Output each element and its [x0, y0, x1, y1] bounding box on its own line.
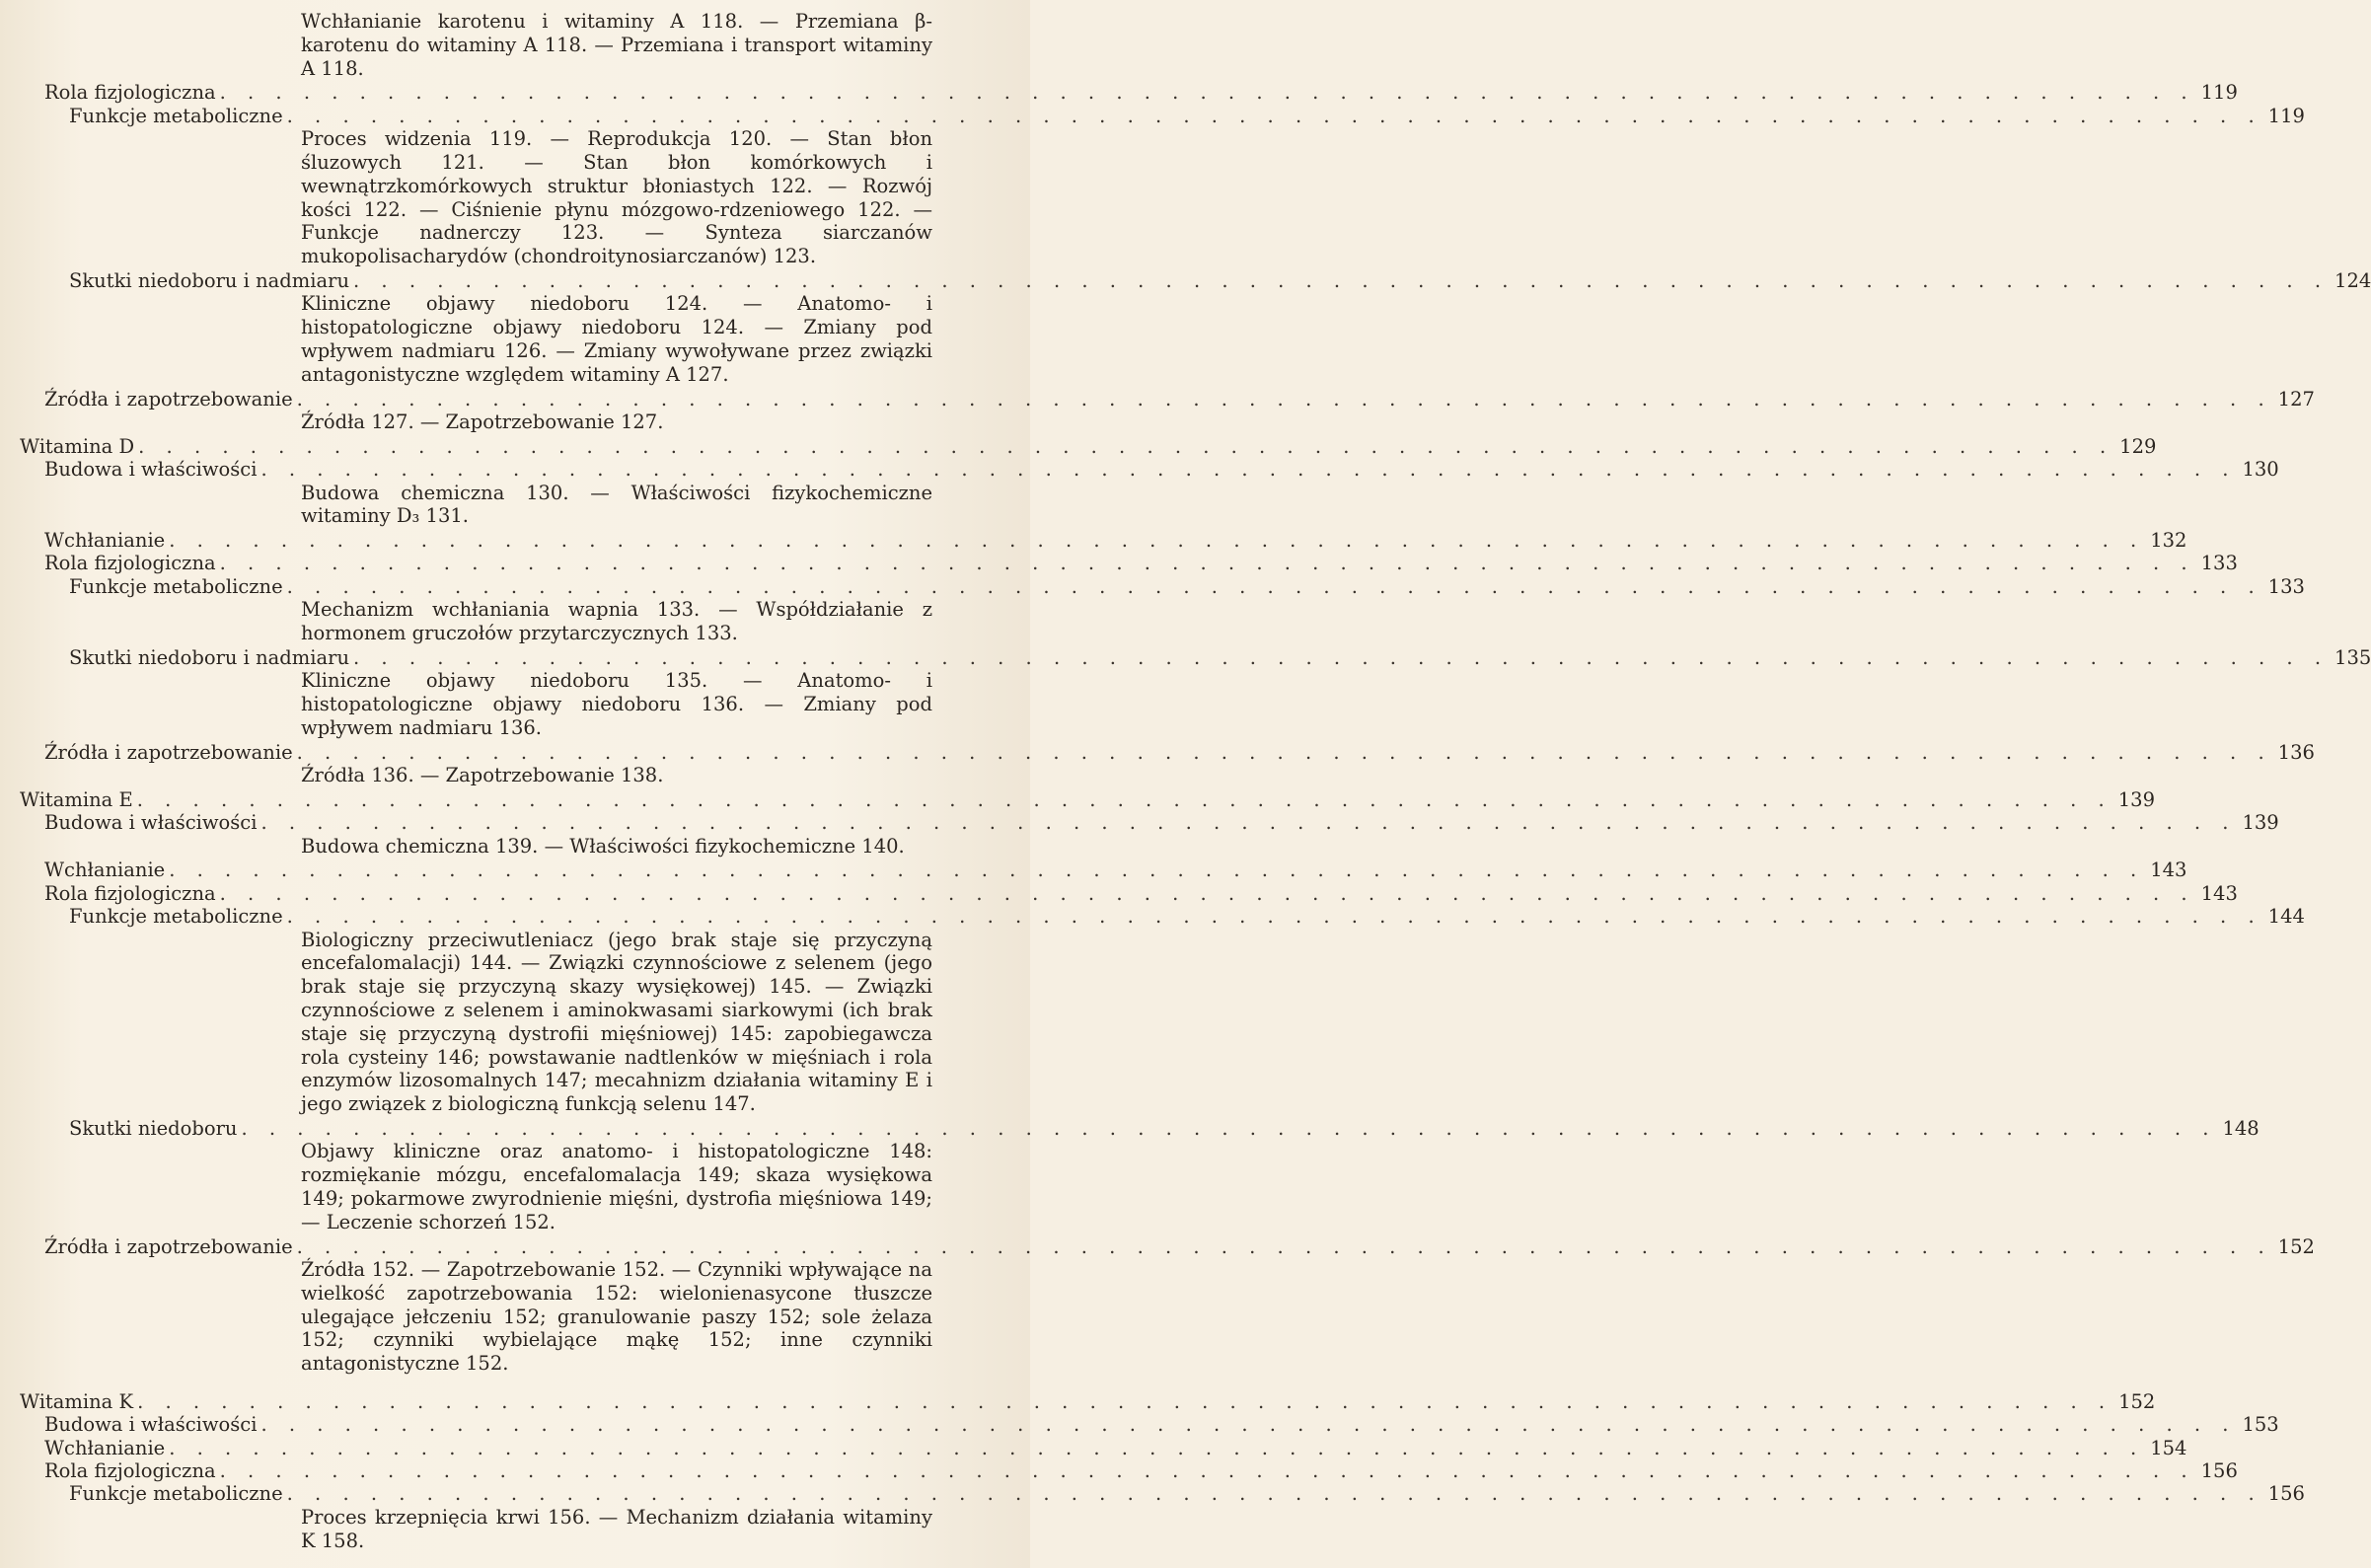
dot-leader: . . . . . . . . . . . . . . . . . . . . . . . . . . . . . . . . . . . . . . . . . . . . . . . . . . . . . . . . . . . . . . . . . . . . . . .: [241, 1116, 2217, 1140]
toc-page-number: 136: [2277, 740, 2315, 764]
dot-leader: . . . . . . . . . . . . . . . . . . . . . . . . . . . . . . . . . . . . . . . . . . . . . . . . . . . . . . . . . . . . . . . . . . . . . . .: [260, 811, 2237, 835]
dot-leader: . . . . . . . . . . . . . . . . . . . . . . . . . . . . . . . . . . . . . . . . . . . . . . . . . . . . . . . . . . . . . . . . . . . . . . .: [219, 81, 2195, 105]
toc-subtopics: Biologiczny przeciwutleniacz (jego brak staje się przyczyną encefalomalacji) 144. — Związki czynnościowe z selenem (jego brak staje się przyczyną skazy wysiękowej) 145. — Związki czynnościowe z selenem i aminokwasami siarkowymi (ich brak staje się przyczyną dystrofii mięśniowej) 145: zapobiegawcza rola cysteiny 146; powstawanie nadtlenków w mięśniach i rola enzymów lizosomalnych 147; mecahnizm działania witaminy E i jego związek z biologiczną funkcją selenu 147.: [301, 928, 932, 1116]
dot-leader: . . . . . . . . . . . . . . . . . . . . . . . . . . . . . . . . . . . . . . . . . . . . . . . . . . . . . . . . . . . . . . . . . . . . . . .: [286, 905, 2262, 929]
toc-entry-title: Witamina D: [20, 434, 135, 458]
toc-subtopics: Źródła 127. — Zapotrzebowanie 127.: [301, 410, 664, 433]
dot-leader: . . . . . . . . . . . . . . . . . . . . . . . . . . . . . . . . . . . . . . . . . . . . . . . . . . . . . . . . . . . . . . . . . . . . . . .: [219, 881, 2195, 905]
toc-page-number: 152: [2118, 1389, 2156, 1413]
toc-page-number: 143: [2200, 881, 2238, 905]
toc-page-number: 154: [2150, 1436, 2187, 1459]
toc-entry-title: Funkcje metaboliczne: [69, 905, 283, 929]
toc-entry-title: Wchłanianie: [44, 529, 166, 553]
toc-page-number: 130: [2242, 458, 2279, 482]
toc-entry-title: Witamina K: [20, 1389, 134, 1413]
dot-leader: . . . . . . . . . . . . . . . . . . . . . . . . . . . . . . . . . . . . . . . . . . . . . . . . . . . . . . . . . . . . . . . . . . . . . . .: [137, 1389, 2113, 1413]
toc-entry-title: Rola fizjologiczna: [44, 81, 216, 105]
toc-subtopics: Budowa chemiczna 130. — Właściwości fizykochemiczne witaminy D₃ 131.: [301, 481, 932, 528]
toc-entry-title: Budowa i właściwości: [44, 1413, 258, 1437]
toc-entry-title: Rola fizjologiczna: [44, 881, 216, 905]
toc-entry[interactable]: [0, 1234, 2315, 1258]
toc-page-number: 152: [2277, 1234, 2315, 1258]
toc-entry-title: Budowa i właściwości: [44, 458, 258, 482]
toc-entry-title: Funkcje metaboliczne: [69, 1482, 283, 1506]
dot-leader: . . . . . . . . . . . . . . . . . . . . . . . . . . . . . . . . . . . . . . . . . . . . . . . . . . . . . . . . . . . . . . . . . . . . . . .: [138, 434, 2114, 458]
toc-entry[interactable]: [0, 529, 2187, 553]
toc-entry[interactable]: [0, 1436, 2187, 1459]
dot-leader: . . . . . . . . . . . . . . . . . . . . . . . . . . . . . . . . . . . . . . . . . . . . . . . . . . . . . . . . . . . . . . . . . . . . . . .: [169, 1436, 2145, 1459]
toc-page-number: 144: [2267, 905, 2305, 929]
dot-leader: . . . . . . . . . . . . . . . . . . . . . . . . . . . . . . . . . . . . . . . . . . . . . . . . . . . . . . . . . . . . . . . . . . . . . . .: [296, 740, 2272, 764]
toc-page-number: 132: [2150, 529, 2187, 553]
dot-leader: . . . . . . . . . . . . . . . . . . . . . . . . . . . . . . . . . . . . . . . . . . . . . . . . . . . . . . . . . . . . . . . . . . . . . . .: [260, 1413, 2237, 1437]
toc-entry-title: Skutki niedoboru: [69, 1116, 238, 1140]
toc-entry[interactable]: [0, 1413, 2279, 1437]
table-of-contents: [0, 10, 2371, 1553]
dot-leader: . . . . . . . . . . . . . . . . . . . . . . . . . . . . . . . . . . . . . . . . . . . . . . . . . . . . . . . . . . . . . . . . . . . . . . .: [286, 574, 2262, 598]
toc-subtopics: Kliniczne objawy niedoboru 124. — Anatomo- i histopatologiczne objawy niedoboru 124. — Zmiany pod wpływem nadmiaru 126. — Zmiany wywoływane przez związki antagonistyczne względem witaminy A 127.: [301, 292, 932, 386]
toc-page-number: 139: [2242, 811, 2279, 835]
dot-leader: . . . . . . . . . . . . . . . . . . . . . . . . . . . . . . . . . . . . . . . . . . . . . . . . . . . . . . . . . . . . . . . . . . . . . . .: [219, 1459, 2195, 1483]
toc-entry[interactable]: [0, 1116, 2260, 1140]
toc-page-number: 143: [2150, 859, 2187, 882]
toc-entry[interactable]: [0, 881, 2238, 905]
toc-page-number: 153: [2242, 1413, 2279, 1437]
toc-entry-title: Wchłanianie: [44, 1436, 166, 1459]
toc-entry[interactable]: [0, 859, 2187, 882]
dot-leader: . . . . . . . . . . . . . . . . . . . . . . . . . . . . . . . . . . . . . . . . . . . . . . . . . . . . . . . . . . . . . . . . . . . . . . .: [296, 1234, 2272, 1258]
toc-subtopics: Proces widzenia 119. — Reprodukcja 120. — Stan błon śluzowych 121. — Stan błon komórkowych i wewnątrzkomórkowych struktur błoniastych 122. — Rozwój kości 122. — Ciśnienie płynu mózgowo-rdzeniowego 122. — Funkcje nadnerczy 123. — Synteza siarczanów mukopolisacharydów (chondroitynosiarczanów) 123.: [301, 127, 932, 268]
toc-entry[interactable]: [0, 787, 2155, 811]
dot-leader: . . . . . . . . . . . . . . . . . . . . . . . . . . . . . . . . . . . . . . . . . . . . . . . . . . . . . . . . . . . . . . . . . . . . . . .: [353, 268, 2330, 292]
toc-entry-title: Skutki niedoboru i nadmiaru: [69, 268, 350, 292]
toc-entry[interactable]: [0, 1459, 2238, 1483]
toc-page-number: 129: [2119, 434, 2157, 458]
toc-page-number: 133: [2200, 552, 2238, 575]
toc-subtopics: Wchłanianie karotenu i witaminy A 118. — Przemiana β-karotenu do witaminy A 118. — Przemiana i transport witaminy A 118.: [301, 10, 932, 80]
toc-page-number: 148: [2222, 1116, 2260, 1140]
toc-entry[interactable]: [0, 552, 2238, 575]
dot-leader: . . . . . . . . . . . . . . . . . . . . . . . . . . . . . . . . . . . . . . . . . . . . . . . . . . . . . . . . . . . . . . . . . . . . . . .: [169, 859, 2145, 882]
toc-entry[interactable]: [0, 387, 2315, 411]
toc-subtopics: Mechanizm wchłaniania wapnia 133. — Współdziałanie z hormonem gruczołów przytarczycznych 133.: [301, 598, 932, 645]
toc-page-number: 124: [2334, 268, 2371, 292]
dot-leader: . . . . . . . . . . . . . . . . . . . . . . . . . . . . . . . . . . . . . . . . . . . . . . . . . . . . . . . . . . . . . . . . . . . . . . .: [296, 387, 2272, 411]
toc-subtopics: Źródła 136. — Zapotrzebowanie 138.: [301, 764, 664, 787]
toc-page-number: 119: [2267, 104, 2305, 127]
toc-entry[interactable]: [0, 574, 2305, 598]
toc-page-number: 156: [2267, 1482, 2305, 1506]
toc-subtopics: Objawy kliniczne oraz anatomo- i histopatologiczne 148: rozmiękanie mózgu, encefalomalacja 149; skaza wysiękowa 149; pokarmowe zwyrodnienie mięśni, dystrofia mięśniowa 149; — Leczenie schorzeń 152.: [301, 1140, 932, 1233]
toc-page-number: 127: [2277, 387, 2315, 411]
toc-entry[interactable]: [0, 645, 2371, 669]
toc-page-number: 139: [2117, 787, 2155, 811]
toc-subtopics: Budowa chemiczna 139. — Właściwości fizykochemiczne 140.: [301, 834, 905, 858]
toc-page-number: 135: [2334, 645, 2371, 669]
dot-leader: . . . . . . . . . . . . . . . . . . . . . . . . . . . . . . . . . . . . . . . . . . . . . . . . . . . . . . . . . . . . . . . . . . . . . . .: [260, 458, 2237, 482]
toc-subtopics: Kliniczne objawy niedoboru 135. — Anatomo- i histopatologiczne objawy niedoboru 136. — Zmiany pod wpływem nadmiaru 136.: [301, 669, 932, 739]
dot-leader: . . . . . . . . . . . . . . . . . . . . . . . . . . . . . . . . . . . . . . . . . . . . . . . . . . . . . . . . . . . . . . . . . . . . . . .: [169, 529, 2145, 553]
toc-entry-title: Źródła i zapotrzebowanie: [44, 1234, 293, 1258]
section-gap: [0, 1377, 1030, 1390]
toc-entry-title: Funkcje metaboliczne: [69, 104, 283, 127]
toc-page-number: 133: [2267, 574, 2305, 598]
toc-entry[interactable]: [0, 740, 2315, 764]
toc-entry[interactable]: [0, 81, 2238, 105]
toc-entry-title: Skutki niedoboru i nadmiaru: [69, 645, 350, 669]
toc-page-number: 119: [2200, 81, 2238, 105]
toc-subtopics: Proces krzepnięcia krwi 156. — Mechanizm działania witaminy K 158.: [301, 1505, 932, 1552]
toc-entry[interactable]: [0, 458, 2279, 482]
toc-entry-title: Funkcje metaboliczne: [69, 574, 283, 598]
toc-entry[interactable]: [0, 268, 2371, 292]
toc-entry[interactable]: [0, 434, 2157, 458]
toc-entry[interactable]: [0, 811, 2279, 835]
toc-entry-title: Budowa i właściwości: [44, 811, 258, 835]
toc-entry[interactable]: [0, 905, 2305, 929]
dot-leader: . . . . . . . . . . . . . . . . . . . . . . . . . . . . . . . . . . . . . . . . . . . . . . . . . . . . . . . . . . . . . . . . . . . . . . .: [219, 552, 2195, 575]
toc-entry-title: Źródła i zapotrzebowanie: [44, 740, 293, 764]
toc-entry-title: Źródła i zapotrzebowanie: [44, 387, 293, 411]
dot-leader: . . . . . . . . . . . . . . . . . . . . . . . . . . . . . . . . . . . . . . . . . . . . . . . . . . . . . . . . . . . . . . . . . . . . . . .: [136, 787, 2112, 811]
toc-page-number: 156: [2200, 1459, 2238, 1483]
dot-leader: . . . . . . . . . . . . . . . . . . . . . . . . . . . . . . . . . . . . . . . . . . . . . . . . . . . . . . . . . . . . . . . . . . . . . . .: [353, 645, 2330, 669]
toc-entry[interactable]: [0, 1482, 2305, 1506]
toc-entry-title: Wchłanianie: [44, 859, 166, 882]
toc-entry-title: Witamina E: [20, 787, 133, 811]
toc-entry[interactable]: [0, 1389, 2156, 1413]
dot-leader: . . . . . . . . . . . . . . . . . . . . . . . . . . . . . . . . . . . . . . . . . . . . . . . . . . . . . . . . . . . . . . . . . . . . . . .: [286, 104, 2262, 127]
toc-entry[interactable]: [0, 104, 2305, 127]
toc-entry-title: Rola fizjologiczna: [44, 552, 216, 575]
dot-leader: . . . . . . . . . . . . . . . . . . . . . . . . . . . . . . . . . . . . . . . . . . . . . . . . . . . . . . . . . . . . . . . . . . . . . . .: [286, 1482, 2262, 1506]
toc-subtopics: Źródła 152. — Zapotrzebowanie 152. — Czynniki wpływające na wielkość zapotrzebowania 152: wielonienasycone tłuszcze ulegające jełczeniu 152; granulowanie paszy 152; sole żelaza 152; czynniki wybielające mąkę 152; inne czynniki antagonistyczne 152.: [301, 1257, 932, 1376]
toc-entry-title: Rola fizjologiczna: [44, 1459, 216, 1483]
